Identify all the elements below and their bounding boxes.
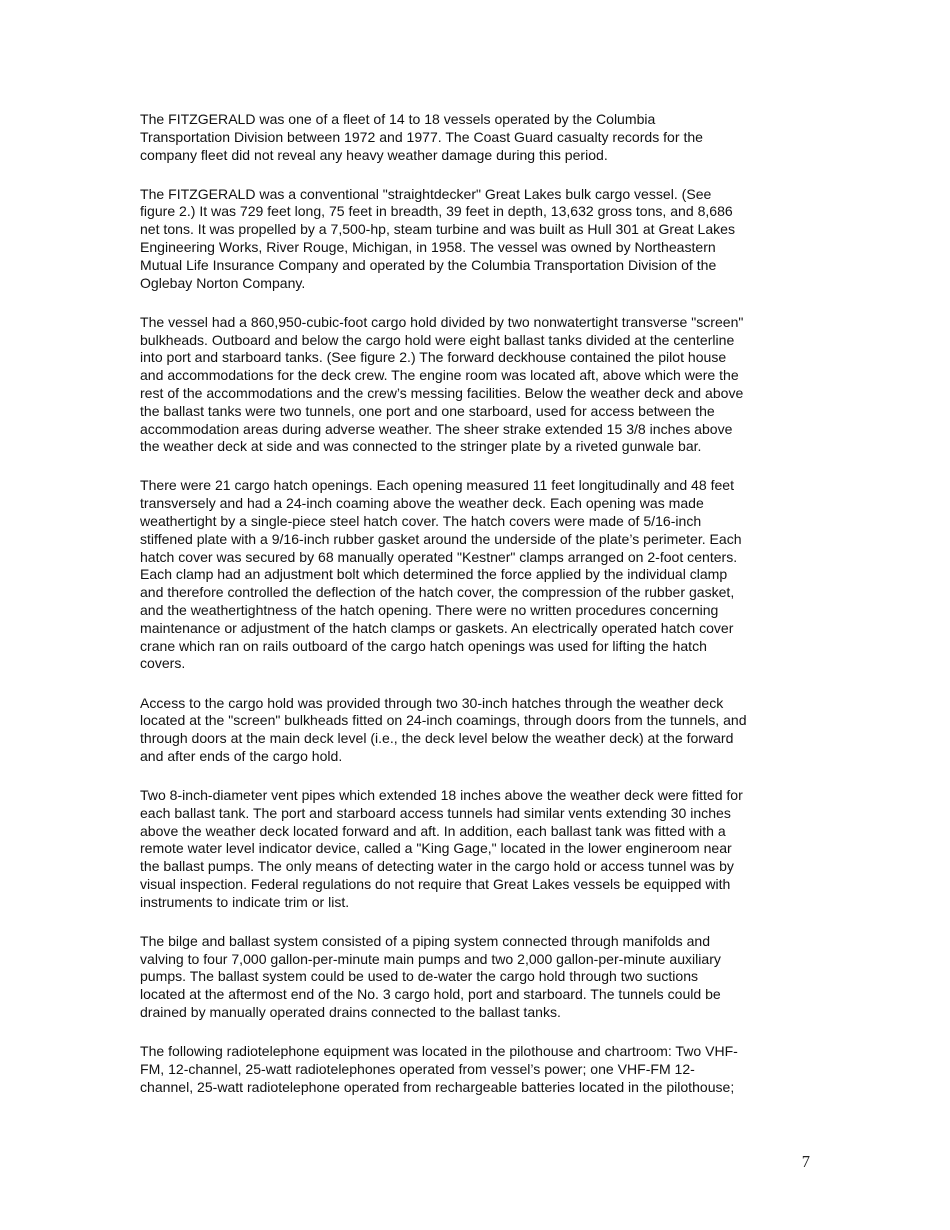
text-line: into port and starboard tanks. (See figure 2.) The forward deckhouse contained the pilot house [140, 349, 727, 366]
text-line: and after ends of the cargo hold. [140, 747, 343, 764]
text-line: located at the "screen" bulkheads fitted on 24-inch coamings, through doors from the tunnels, and [140, 712, 747, 729]
text-line: The vessel had a 860,950-cubic-foot cargo hold divided by two nonwatertight transverse "screen" [140, 313, 744, 330]
paragraph [140, 787, 816, 912]
text-line: figure 2.) It was 729 feet long, 75 feet in breadth, 39 feet in depth, 13,632 gross tons, and 8,686 [140, 203, 733, 220]
text-line: each ballast tank. The port and starboard access tunnels had similar vents extending 30 inches [140, 804, 731, 821]
text-line: the ballast pumps. The only means of detecting water in the cargo hold or access tunnel was by [140, 858, 734, 875]
text-line: Transportation Division between 1972 and 1977. The Coast Guard casualty records for the [140, 128, 703, 145]
text-line: transversely and had a 24-inch coaming above the weather deck. Each opening was made [140, 495, 704, 512]
document-body [140, 111, 816, 1118]
paragraph [140, 695, 816, 766]
text-line: the weather deck at side and was connected to the stringer plate by a riveted gunwale bar. [140, 438, 702, 455]
text-line: The bilge and ballast system consisted of a piping system connected through manifolds and [140, 932, 711, 949]
text-line: FM, 12-channel, 25-watt radiotelephones operated from vessel’s power; one VHF-FM 12- [140, 1060, 695, 1077]
text-line: rest of the accommodations and the crew’s messing facilities. Below the weather deck and above [140, 384, 744, 401]
text-line: company fleet did not reveal any heavy weather damage during this period. [140, 146, 608, 163]
paragraph [140, 314, 816, 456]
paragraph [140, 111, 816, 164]
text-line: and accommodations for the deck crew. The engine room was located aft, above which were the [140, 367, 739, 384]
text-line: Engineering Works, River Rouge, Michigan, in 1958. The vessel was owned by Northeastern [140, 239, 716, 256]
paragraph [140, 477, 816, 673]
text-line: valving to four 7,000 gallon-per-minute main pumps and two 2,000 gallon-per-minute auxiliary [140, 950, 721, 967]
text-line: the ballast tanks were two tunnels, one port and one starboard, used for access between the [140, 402, 715, 419]
text-line: channel, 25-watt radiotelephone operated from rechargeable batteries located in the pilothouse; [140, 1078, 735, 1095]
text-line: visual inspection. Federal regulations do not require that Great Lakes vessels be equipped with [140, 875, 731, 892]
text-line: located at the aftermost end of the No. 3 cargo hold, port and starboard. The tunnels could be [140, 986, 721, 1003]
text-line: drained by manually operated drains connected to the ballast tanks. [140, 1004, 561, 1021]
text-line: crane which ran on rails outboard of the cargo hatch openings was used for lifting the hatch [140, 637, 707, 654]
text-line: weathertight by a single-piece steel hatch cover. The hatch covers were made of 5/16-inch [140, 513, 702, 530]
text-line: bulkheads. Outboard and below the cargo hold were eight ballast tanks divided at the centerline [140, 331, 735, 348]
text-line: Each clamp had an adjustment bolt which determined the force applied by the individual clamp [140, 566, 728, 583]
paragraph [140, 186, 816, 293]
text-line: and the weathertightness of the hatch opening. There were no written procedures concerning [140, 602, 719, 619]
paragraph [140, 1043, 816, 1096]
text-line: Access to the cargo hold was provided through two 30-inch hatches through the weather deck [140, 694, 724, 711]
text-line: maintenance or adjustment of the hatch clamps or gaskets. An electrically operated hatch cover [140, 619, 734, 636]
text-line: net tons. It was propelled by a 7,500-hp, steam turbine and was built as Hull 301 at Great Lakes [140, 221, 735, 238]
text-line: hatch cover was secured by 68 manually operated "Kestner" clamps arranged on 2-foot centers. [140, 548, 738, 565]
text-line: The FITZGERALD was a conventional "straightdecker" Great Lakes bulk cargo vessel. (See [140, 185, 712, 202]
text-line: and therefore controlled the deflection of the hatch cover, the compression of the rubber gasket, [140, 584, 735, 601]
text-line: accommodation areas during adverse weather. The sheer strake extended 15 3/8 inches above [140, 420, 733, 437]
text-line: The FITZGERALD was one of a fleet of 14 to 18 vessels operated by the Columbia [140, 111, 656, 127]
text-line: above the weather deck located forward and aft. In addition, each ballast tank was fitted with a [140, 822, 726, 839]
text-line: instruments to indicate trim or list. [140, 893, 350, 910]
text-line: covers. [140, 655, 186, 672]
page-number: 7 [801, 1152, 810, 1171]
text-line: stiffened plate with a 9/16-inch rubber gasket around the underside of the plate’s perimeter. Each [140, 530, 742, 547]
text-line: Oglebay Norton Company. [140, 274, 306, 291]
text-line: Two 8-inch-diameter vent pipes which extended 18 inches above the weather deck were fitted for [140, 786, 743, 803]
text-line: The following radiotelephone equipment was located in the pilothouse and chartroom: Two VHF- [140, 1043, 738, 1060]
text-line: remote water level indicator device, called a "King Gage," located in the lower engineroom near [140, 840, 732, 857]
paragraph [140, 933, 816, 1022]
text-line: Mutual Life Insurance Company and operated by the Columbia Transportation Division of the [140, 256, 717, 273]
text-line: There were 21 cargo hatch openings. Each opening measured 11 feet longitudinally and 48 feet [140, 477, 735, 494]
text-line: pumps. The ballast system could be used to de-water the cargo hold through two suctions [140, 968, 699, 985]
text-line: through doors at the main deck level (i.e., the deck level below the weather deck) at the forward [140, 730, 734, 747]
